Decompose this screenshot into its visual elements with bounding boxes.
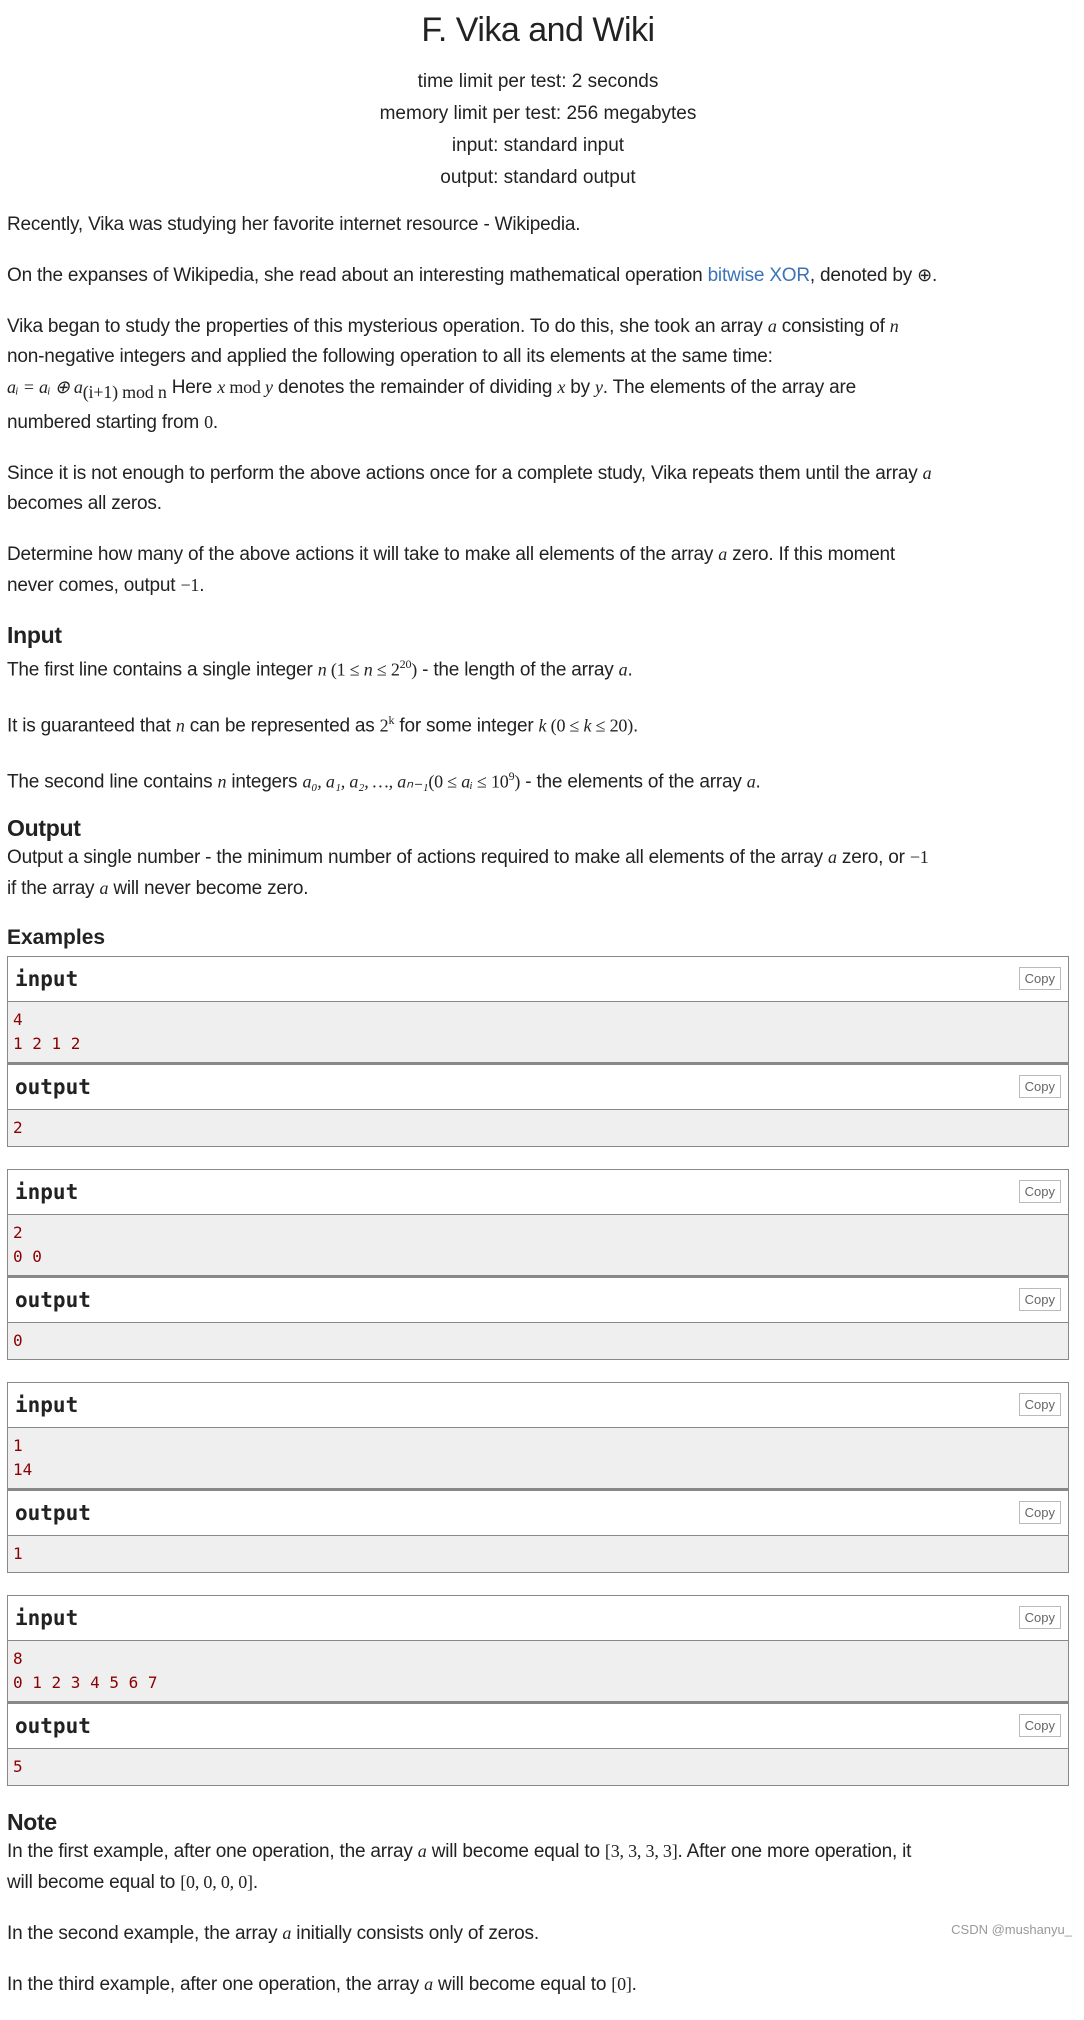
- math-variable: a: [417, 1840, 427, 1861]
- text: . The elements of the array are: [602, 377, 857, 398]
- output-data: [8, 1323, 1068, 1359]
- problem-limits: [7, 66, 1069, 194]
- input-line: 1: [13, 1435, 23, 1455]
- text-line: [7, 489, 1069, 519]
- output-label: output: [15, 1074, 91, 1099]
- math-expression: ⊕: [917, 265, 933, 285]
- text: . After one more operation, it: [677, 1840, 912, 1862]
- math-expression: ≤ 2: [372, 659, 400, 680]
- problem-statement: [7, 0, 1069, 2020]
- math-expression: ): [411, 659, 418, 680]
- math-expression: 0: [204, 411, 213, 432]
- text: .: [633, 715, 639, 737]
- output-header: [8, 1063, 1068, 1110]
- output-label: output: [15, 1500, 91, 1525]
- examples-heading: Examples: [7, 925, 106, 949]
- paragraph: [7, 649, 1069, 685]
- copy-output-button[interactable]: Copy: [1019, 1501, 1061, 1524]
- paragraph: [7, 1918, 1069, 1949]
- output-line: 0: [13, 1330, 23, 1350]
- text: .: [252, 1871, 258, 1893]
- example-test: [7, 956, 1069, 1147]
- math-variable: a: [618, 659, 628, 680]
- text: denotes the remainder of dividing: [272, 377, 558, 398]
- copy-input-button[interactable]: Copy: [1019, 1606, 1061, 1629]
- input-specification: [7, 649, 1069, 798]
- input-line: 0 1 2 3 4 5 6 7: [13, 1672, 158, 1692]
- text: - the length of the array: [417, 659, 619, 681]
- text: consisting of: [776, 316, 890, 337]
- text: , denoted by: [809, 265, 918, 286]
- text-line: [7, 407, 1069, 438]
- input-header: [8, 1383, 1068, 1428]
- text: The second line contains: [7, 771, 218, 793]
- watermark: CSDN @mushanyu_: [951, 1922, 1072, 1937]
- math-variable: n: [317, 659, 327, 680]
- copy-output-button[interactable]: Copy: [1019, 1714, 1061, 1737]
- math-variable: y: [265, 377, 273, 397]
- output-data: [8, 1536, 1068, 1572]
- copy-input-button[interactable]: Copy: [1019, 1393, 1061, 1416]
- text-line: [7, 311, 1069, 342]
- math-expression: −1: [909, 846, 929, 867]
- text-line: [7, 570, 1069, 601]
- text: integers: [226, 771, 303, 793]
- input-line: 2: [13, 1222, 23, 1242]
- output-line: 5: [13, 1756, 23, 1776]
- math-variable: a: [746, 771, 756, 792]
- math-expression: (1 ≤: [326, 659, 364, 680]
- math-expression: ≤ 20): [591, 715, 634, 736]
- math-variable: n: [175, 715, 185, 736]
- input-label: input: [15, 1179, 79, 1204]
- text: non-negative integers and applied the following operation to all its elements at the same time:: [7, 346, 773, 367]
- text-line: [7, 705, 1069, 741]
- text-line: [7, 458, 1069, 489]
- math-expression: ): [514, 771, 521, 792]
- math-variable: x: [217, 377, 226, 397]
- paragraph: [7, 1836, 1069, 1898]
- output-header: [8, 1489, 1068, 1536]
- text: will never become zero.: [108, 877, 309, 899]
- text-line: [7, 1918, 1069, 1949]
- math-variable: a: [424, 1973, 433, 1994]
- paragraph: [7, 458, 1069, 519]
- paragraph: [7, 311, 1069, 438]
- text: becomes all zeros.: [7, 492, 162, 514]
- text: will become equal to: [426, 1840, 605, 1862]
- input-line: 1 2 1 2: [13, 1033, 81, 1053]
- superscript: 9: [508, 769, 515, 784]
- text: Vika began to study the properties of this mysterious operation. To do this, she took an array: [7, 316, 768, 337]
- input-line: 14: [13, 1459, 33, 1479]
- output-specification: [7, 842, 1069, 904]
- text: Recently, Vika was studying her favorite internet resource - Wikipedia.: [7, 214, 581, 235]
- text-line: [7, 260, 1069, 291]
- math-expression: (0 ≤: [428, 771, 462, 792]
- input-header: [8, 1170, 1068, 1215]
- input-data: [8, 1641, 1068, 1702]
- math-variable: aᵢ = aᵢ ⊕ a: [7, 377, 83, 397]
- text: - the elements of the array: [520, 771, 747, 793]
- math-expression: [0]: [611, 1973, 632, 1994]
- text: The first line contains a single integer: [7, 659, 318, 681]
- math-expression: 2: [379, 715, 389, 736]
- input-header: [8, 957, 1068, 1002]
- output-data: [8, 1110, 1068, 1146]
- copy-output-button[interactable]: Copy: [1019, 1288, 1061, 1311]
- problem-title: F. Vika and Wiki: [421, 11, 655, 49]
- text-line: [7, 539, 1069, 570]
- math-variable: k: [583, 715, 592, 736]
- text-line: [7, 1867, 1069, 1898]
- math-variable: n: [889, 316, 899, 336]
- input-line: 0 0: [13, 1246, 42, 1266]
- math-variable: x: [557, 377, 566, 397]
- example-test: [7, 1382, 1069, 1573]
- paragraph: [7, 842, 1069, 904]
- output-header: [8, 1702, 1068, 1749]
- math-expression: ≤ 10: [472, 771, 509, 792]
- math-variable: a: [922, 462, 932, 483]
- text: On the expanses of Wikipedia, she read about an interesting mathematical operation: [7, 265, 708, 286]
- input-label: input: [15, 1605, 79, 1630]
- math-variable: aᵢ: [461, 771, 473, 792]
- copy-input-button[interactable]: Copy: [1019, 1180, 1061, 1203]
- input-label: input: [15, 1392, 79, 1417]
- output-heading: Output: [7, 814, 81, 841]
- math-variable: a: [282, 1922, 292, 1943]
- subscript: (i+1) mod n: [82, 381, 167, 402]
- text: Here: [166, 377, 218, 398]
- output-label: output: [15, 1287, 91, 1312]
- text: numbered starting from: [7, 411, 205, 433]
- output-line: 1: [13, 1543, 23, 1563]
- copy-output-button[interactable]: Copy: [1019, 1075, 1061, 1098]
- math-variable: a: [767, 316, 777, 336]
- text: .: [199, 574, 205, 596]
- input-label: input: [15, 966, 79, 991]
- math-expression: [0, 0, 0, 0]: [180, 1871, 253, 1892]
- text: zero, or: [836, 846, 910, 868]
- text: .: [212, 411, 219, 433]
- math-expression: mod: [225, 377, 266, 397]
- input-data: [8, 1002, 1068, 1063]
- input-line: 4: [13, 1009, 23, 1029]
- text-line: [7, 210, 1069, 240]
- math-variable: n: [363, 659, 373, 680]
- text: never comes, output: [7, 574, 181, 596]
- math-expression: −1: [180, 574, 200, 595]
- input-header: [8, 1596, 1068, 1641]
- text: Output a single number - the minimum number of actions required to make all elements of the array: [7, 846, 829, 868]
- example-test: [7, 1169, 1069, 1360]
- bitwise-xor-link[interactable]: bitwise XOR: [707, 265, 810, 286]
- input-file: input: standard input: [451, 135, 625, 156]
- text: by: [565, 377, 595, 398]
- note-heading: Note: [7, 1808, 57, 1835]
- superscript: 20: [399, 656, 412, 671]
- text: Since it is not enough to perform the above actions once for a complete study, Vika repeats them until the array: [7, 462, 923, 484]
- text: In the first example, after one operation, the array: [7, 1840, 418, 1862]
- output-file: output: standard output: [440, 167, 636, 188]
- input-data: [8, 1215, 1068, 1276]
- input-heading: Input: [7, 621, 62, 648]
- math-variable: a: [828, 846, 837, 867]
- text-line: [7, 372, 1069, 407]
- paragraph: [7, 1969, 1069, 2000]
- text: if the array: [7, 877, 100, 899]
- math-variable: a₀, a₁, a₂, …, aₙ₋₁: [302, 771, 429, 792]
- example-test: [7, 1595, 1069, 1786]
- text-line: [7, 1836, 1069, 1867]
- text: zero. If this moment: [727, 543, 896, 565]
- text-line: [7, 649, 1069, 685]
- paragraph: [7, 705, 1069, 741]
- text: In the third example, after one operation, the array: [7, 1973, 425, 1995]
- text-line: [7, 761, 1069, 797]
- text: Determine how many of the above actions it will take to make all elements of the array: [7, 543, 719, 565]
- text-line: [7, 342, 1069, 372]
- paragraph: [7, 260, 1069, 291]
- math-variable: y: [594, 377, 603, 397]
- math-expression: (0 ≤: [546, 715, 584, 736]
- time-limit: time limit per test: 2 seconds: [417, 71, 659, 92]
- output-data: [8, 1749, 1068, 1785]
- math-variable: n: [217, 771, 227, 792]
- output-header: [8, 1276, 1068, 1323]
- math-expression: [3, 3, 3, 3]: [604, 1840, 678, 1861]
- text-line: [7, 1969, 1069, 2000]
- paragraph: [7, 539, 1069, 601]
- text: for some integer: [394, 715, 539, 737]
- input-line: 8: [13, 1648, 23, 1668]
- output-label: output: [15, 1713, 91, 1738]
- memory-limit: memory limit per test: 256 megabytes: [379, 103, 697, 124]
- text-line: [7, 842, 1069, 873]
- text: initially consists only of zeros.: [291, 1922, 539, 1944]
- text: .: [627, 659, 633, 681]
- text: .: [631, 1973, 637, 1995]
- paragraph: [7, 210, 1069, 240]
- math-variable: a: [99, 877, 109, 898]
- math-variable: k: [538, 715, 547, 736]
- text: It is guaranteed that: [7, 715, 176, 737]
- text: In the second example, the array: [7, 1922, 283, 1944]
- text: .: [755, 771, 761, 793]
- text: .: [932, 265, 938, 286]
- superscript: k: [388, 713, 395, 728]
- text: will become equal to: [7, 1871, 181, 1893]
- math-variable: a: [718, 543, 728, 564]
- legend: [7, 210, 1069, 601]
- copy-input-button[interactable]: Copy: [1019, 967, 1061, 990]
- text: will become equal to: [432, 1973, 612, 1995]
- output-line: 2: [13, 1117, 23, 1137]
- text-line: [7, 873, 1069, 904]
- text: can be represented as: [184, 715, 380, 737]
- input-data: [8, 1428, 1068, 1489]
- paragraph: [7, 761, 1069, 797]
- note: [7, 1836, 1069, 2000]
- examples: [7, 956, 1069, 1786]
